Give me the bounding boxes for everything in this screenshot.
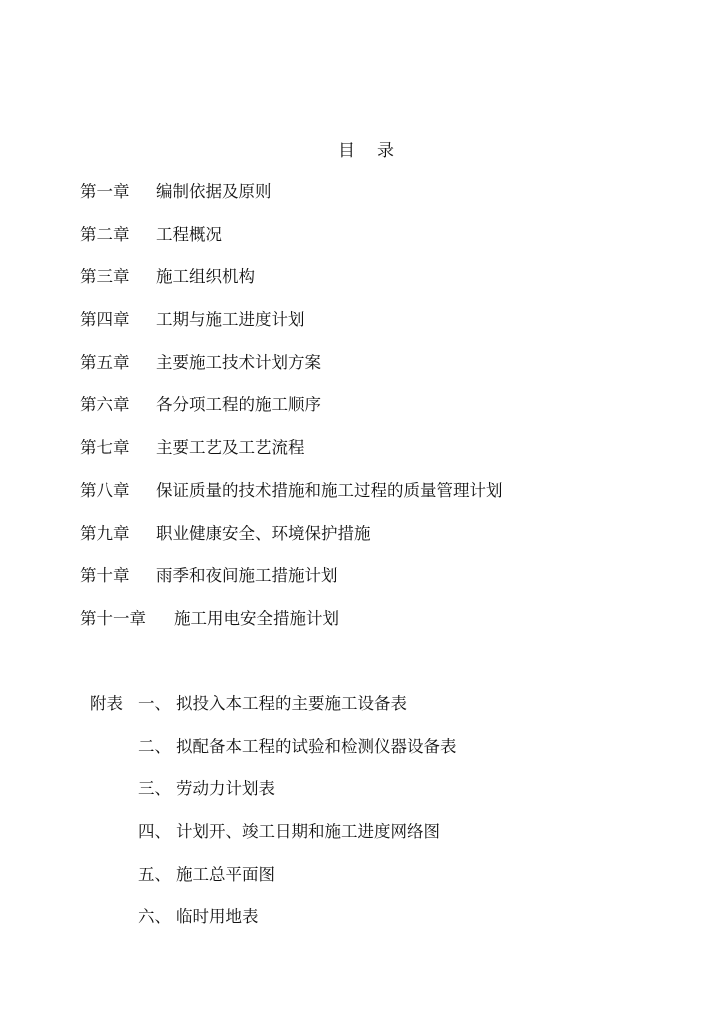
chapter-number: 第五章	[80, 352, 130, 372]
chapter-title: 雨季和夜间施工措施计划	[156, 566, 338, 586]
toc-title	[338, 136, 394, 161]
appendix-list	[90, 690, 457, 946]
chapter-item	[80, 263, 503, 306]
chapter-number: 第八章	[80, 480, 130, 500]
appendix-index: 四、	[138, 822, 171, 842]
chapter-title: 保证质量的技术措施和施工过程的质量管理计划	[156, 480, 503, 500]
chapter-number: 第四章	[80, 310, 130, 330]
chapter-number: 第一章	[80, 182, 130, 201]
chapter-item	[80, 477, 503, 520]
chapter-item	[80, 349, 503, 392]
appendix-item	[90, 690, 457, 733]
appendix-title: 计划开、竣工日期和施工进度网络图	[176, 822, 440, 842]
chapter-title: 主要施工技术计划方案	[156, 352, 321, 372]
chapter-item	[80, 605, 503, 648]
chapter-title: 各分项工程的施工顺序	[156, 395, 321, 415]
chapter-list	[80, 178, 503, 648]
chapter-title: 主要工艺及工艺流程	[156, 438, 305, 458]
chapter-number: 第三章	[80, 267, 130, 287]
chapter-item	[80, 562, 503, 605]
appendix-index: 六、	[138, 907, 171, 927]
appendix-title: 临时用地表	[176, 907, 259, 927]
appendix-item	[90, 861, 457, 904]
toc-title-left: 目	[338, 141, 355, 161]
appendix-item	[90, 818, 457, 861]
appendix-heading: 附表	[90, 694, 123, 713]
chapter-title: 施工用电安全措施计划	[174, 608, 339, 628]
chapter-number: 第六章	[80, 395, 130, 415]
appendix-index: 二、	[138, 736, 171, 756]
chapter-item	[80, 178, 503, 221]
chapter-number: 第二章	[80, 224, 130, 244]
chapter-title: 工程概况	[156, 224, 222, 244]
chapter-number: 第十一章	[80, 608, 146, 628]
chapter-number: 第七章	[80, 438, 130, 458]
appendix-index: 三、	[138, 779, 171, 799]
chapter-title: 工期与施工进度计划	[156, 310, 305, 330]
appendix-title: 拟投入本工程的主要施工设备表	[176, 694, 407, 713]
chapter-item	[80, 391, 503, 434]
appendix-title: 劳动力计划表	[176, 779, 275, 799]
toc-title-right: 录	[377, 141, 394, 161]
chapter-item	[80, 434, 503, 477]
appendix-item	[90, 733, 457, 776]
chapter-item	[80, 221, 503, 264]
chapter-number: 第九章	[80, 523, 130, 543]
chapter-item	[80, 520, 503, 563]
appendix-title: 施工总平面图	[176, 864, 275, 884]
appendix-item	[90, 775, 457, 818]
appendix-index: 一、	[138, 694, 171, 713]
chapter-item	[80, 306, 503, 349]
chapter-title: 编制依据及原则	[156, 182, 272, 201]
chapter-title: 施工组织机构	[156, 267, 255, 287]
chapter-title: 职业健康安全、环境保护措施	[156, 523, 371, 543]
appendix-index: 五、	[138, 864, 171, 884]
appendix-title: 拟配备本工程的试验和检测仪器设备表	[176, 736, 457, 756]
chapter-number: 第十章	[80, 566, 130, 586]
appendix-item	[90, 903, 457, 946]
